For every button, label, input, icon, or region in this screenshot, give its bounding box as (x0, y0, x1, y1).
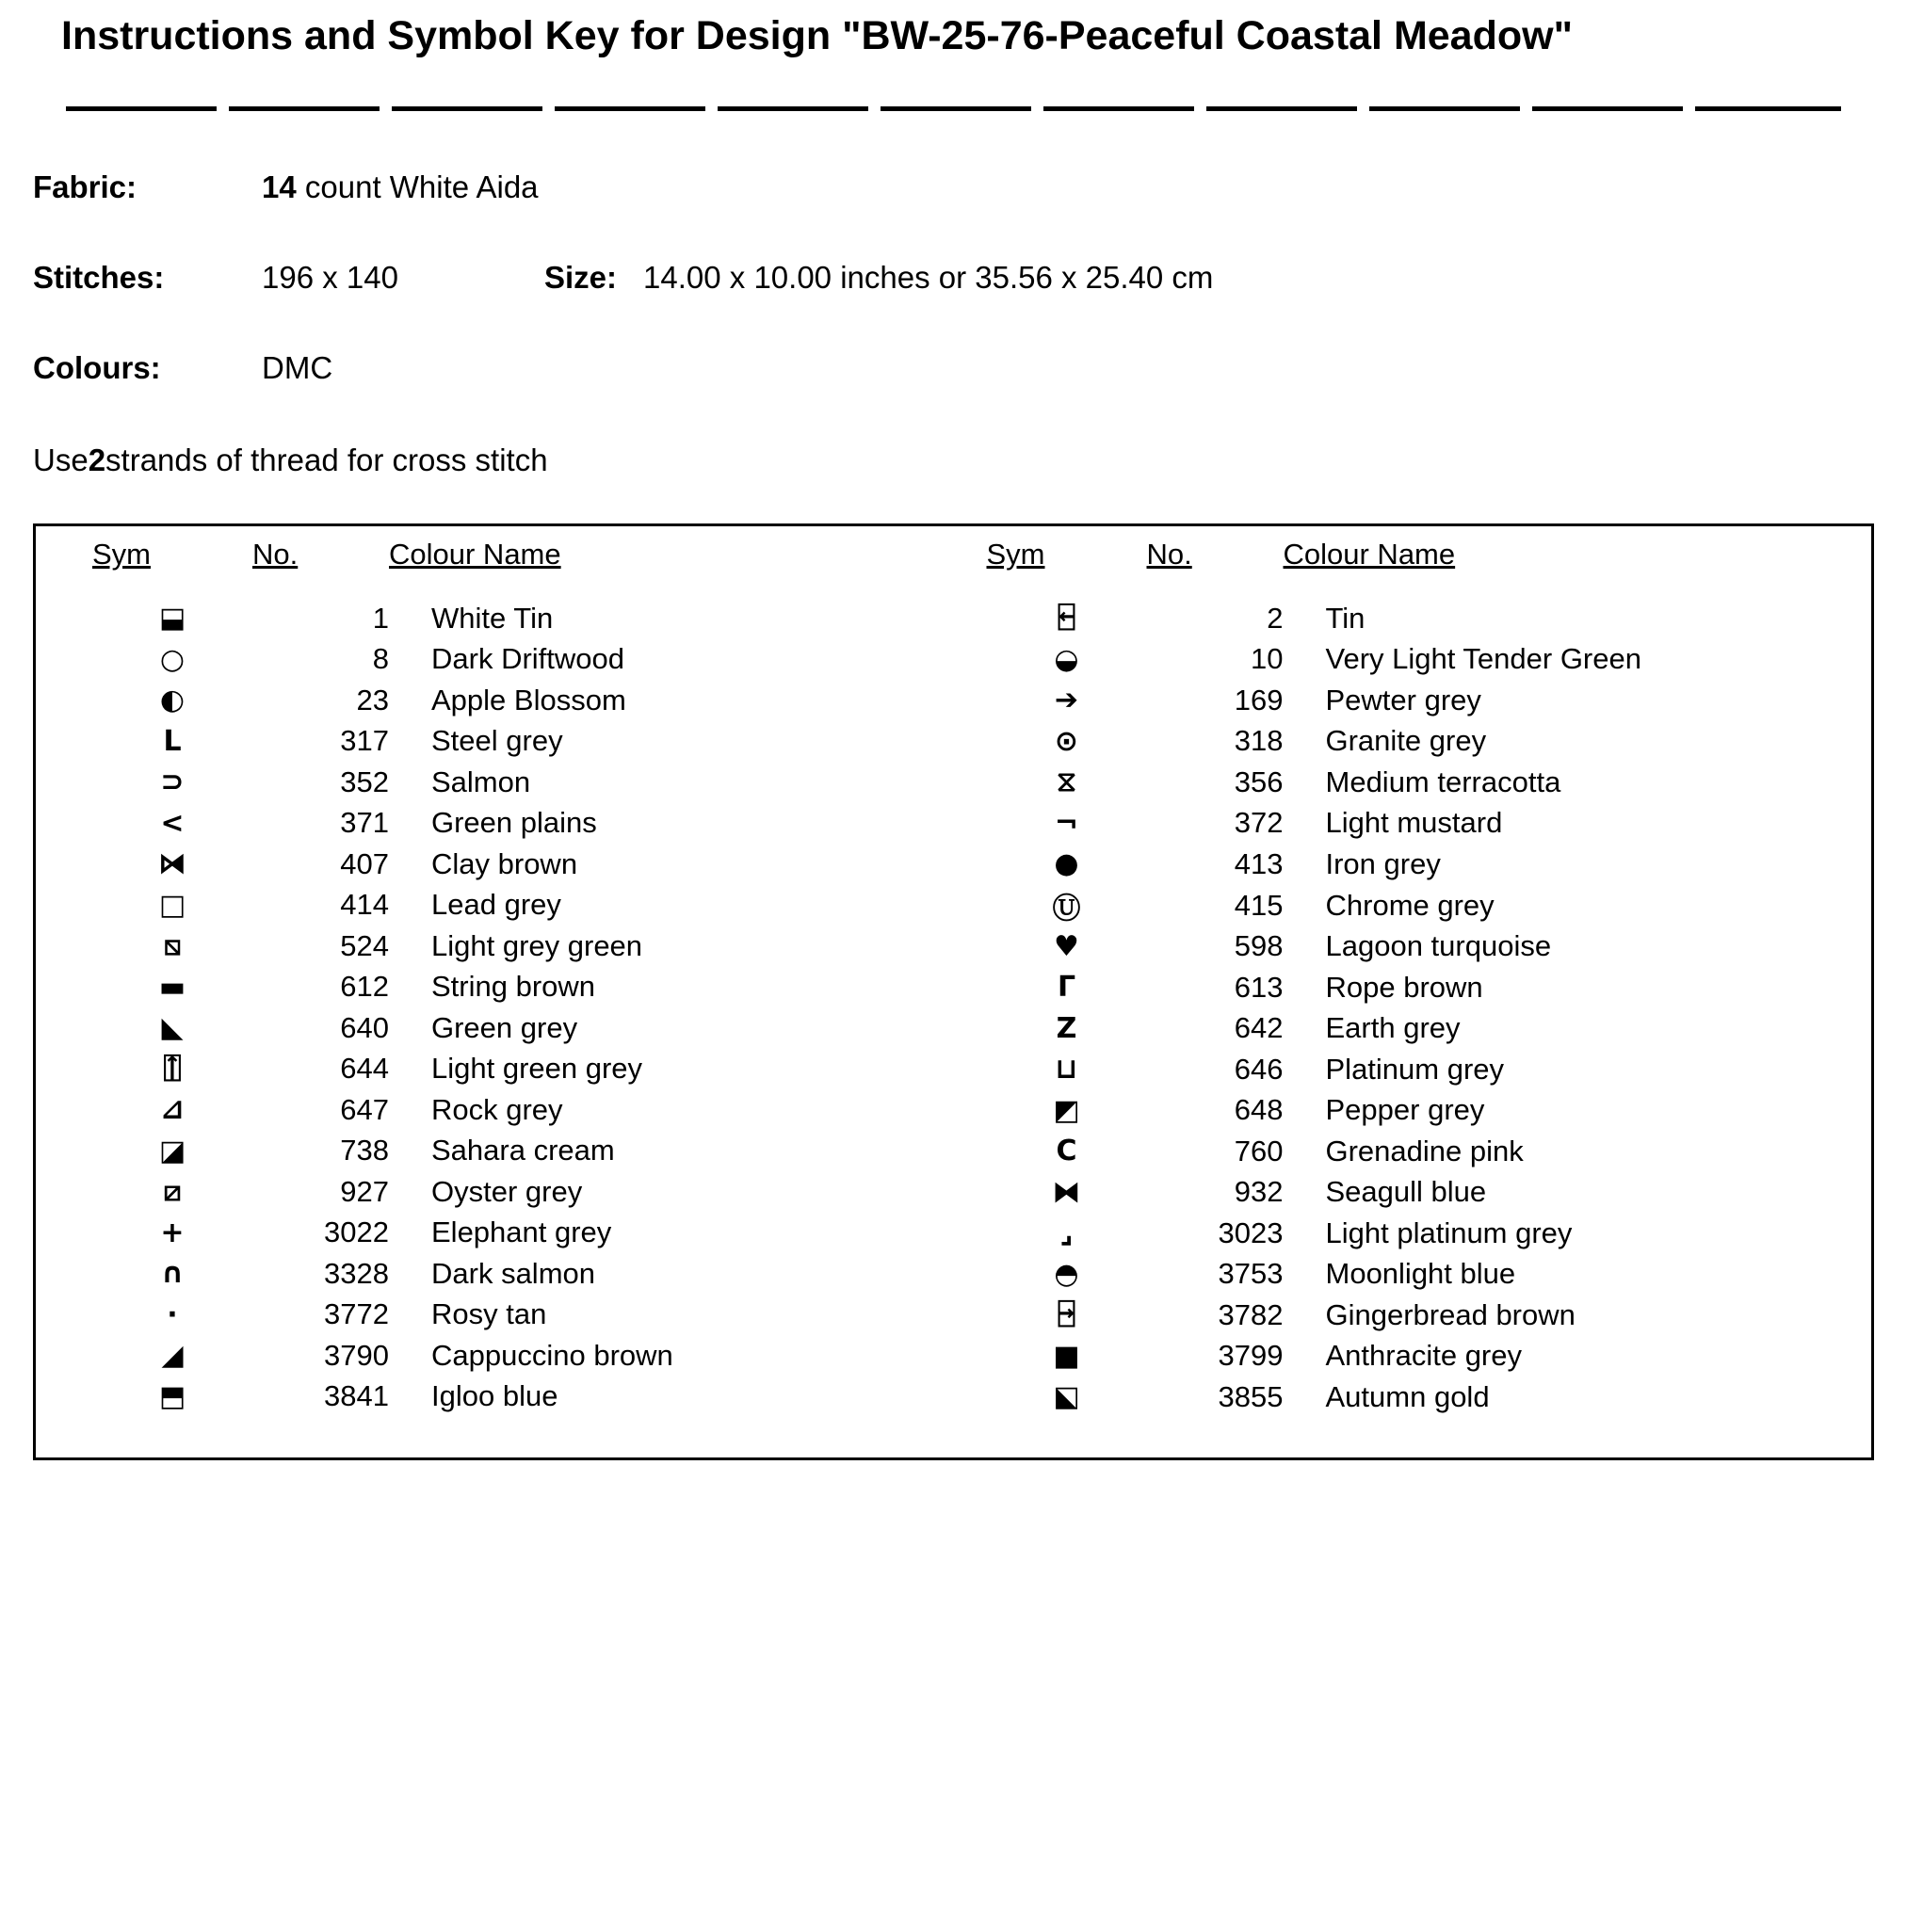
fabric-label: Fabric: (33, 169, 137, 204)
colour-name: Very Light Tender Green (1325, 642, 1641, 676)
colour-name: Rope brown (1325, 970, 1483, 1004)
colour-name: Salmon (431, 765, 531, 798)
colour-name: Light platinum grey (1325, 1216, 1573, 1249)
colour-number: 169 (1234, 683, 1284, 716)
symbol-row (987, 639, 1853, 681)
symbol-glyph: ¬ (1054, 806, 1079, 840)
symbol-row (92, 844, 959, 885)
colour-number: 3782 (1218, 1297, 1284, 1331)
symbol-row (987, 1008, 1853, 1050)
colour-name: White Tin (431, 601, 554, 635)
colour-name: Cappuccino brown (431, 1338, 673, 1372)
symbol-glyph: ⍈ (1058, 1298, 1075, 1332)
no-header: No. (1146, 538, 1192, 571)
symbol-row (92, 598, 959, 639)
symbol-glyph: ◩ (1053, 1093, 1080, 1127)
colour-name: Anthracite grey (1325, 1339, 1522, 1373)
stitches-label: Stitches: (33, 260, 165, 295)
colour-name: Platinum grey (1325, 1052, 1505, 1086)
symbol-glyph: ◒ (1054, 642, 1079, 676)
fabric-value (262, 169, 539, 205)
colour-number: 642 (1234, 1011, 1284, 1045)
colour-number: 317 (340, 724, 389, 758)
colour-number: 356 (1234, 765, 1284, 798)
symbol-row (92, 1335, 959, 1377)
colour-number: 371 (340, 806, 389, 840)
symbol-row (92, 1089, 959, 1131)
colour-name: Autumn gold (1325, 1379, 1490, 1413)
symbol-key-table (33, 523, 1874, 1460)
symbol-glyph: ⧓ (1052, 1175, 1081, 1209)
colour-name: Oyster grey (431, 1174, 583, 1208)
size-value: 14.00 x 10.00 inches or 35.56 x 25.40 cm (643, 260, 1214, 295)
symbol-glyph: ○ (159, 642, 186, 676)
colour-number: 414 (340, 888, 389, 922)
symbol-glyph: ⊙ (1054, 724, 1079, 758)
symbol-row (92, 639, 959, 681)
colour-number: 738 (340, 1134, 389, 1167)
colour-name: Medium terracotta (1325, 765, 1561, 798)
symbol-glyph: ➔ (1054, 684, 1079, 717)
colour-name: Rosy tan (431, 1297, 547, 1331)
sym-header: Sym (92, 538, 151, 571)
symbol-row (987, 680, 1853, 721)
colour-name: Chrome grey (1325, 888, 1495, 922)
symbol-row (92, 803, 959, 845)
symbol-row (987, 1090, 1853, 1132)
symbol-row (92, 1049, 959, 1090)
symbol-row (987, 762, 1853, 803)
symbol-row (92, 1007, 959, 1049)
colour-number: 318 (1234, 724, 1284, 758)
colour-number: 598 (1234, 929, 1284, 963)
fabric-text: count White Aida (296, 169, 539, 204)
symbol-row (987, 1172, 1853, 1214)
colour-number: 8 (372, 642, 389, 676)
strands-post: strands of thread for cross stitch (105, 443, 548, 477)
symbol-row (987, 1049, 1853, 1090)
name-header: Colour Name (389, 538, 561, 571)
strands-count: 2 (88, 443, 106, 477)
colour-name: Rock grey (431, 1092, 563, 1126)
symbol-glyph: L (163, 724, 182, 758)
colour-number: 372 (1234, 806, 1284, 840)
symbol-glyph: ♥ (1054, 929, 1079, 963)
symbol-key-left (92, 538, 959, 1417)
colour-name: Igloo blue (431, 1379, 558, 1413)
symbol-glyph: ● (1054, 847, 1079, 881)
colour-name: Light green grey (431, 1052, 643, 1086)
colour-number: 3855 (1218, 1379, 1284, 1413)
colour-number: 3790 (324, 1338, 389, 1372)
colour-name: Light mustard (1325, 806, 1503, 840)
colour-name: Clay brown (431, 846, 578, 880)
symbol-glyph: ◣ (161, 1011, 184, 1045)
symbol-row (92, 680, 959, 721)
size-label: Size: (544, 260, 618, 295)
colour-number: 3023 (1218, 1216, 1284, 1249)
symbol-glyph: ⊃ (160, 765, 185, 799)
colour-number: 648 (1234, 1093, 1284, 1127)
colour-number: 927 (340, 1174, 389, 1208)
colour-number: 413 (1234, 846, 1284, 880)
colour-name: Seagull blue (1325, 1175, 1487, 1209)
colour-name: Lagoon turquoise (1325, 929, 1552, 963)
colour-name: Pepper grey (1325, 1093, 1485, 1127)
symbol-row (92, 1213, 959, 1254)
page-title: Instructions and Symbol Key for Design "BW-25-76-Peaceful Coastal Meadow" (61, 13, 1573, 58)
symbol-glyph: ⍐ (163, 1052, 182, 1086)
symbol-row (987, 598, 1853, 639)
strands-note (33, 443, 1907, 478)
stitches-value: 196 x 140 (262, 260, 398, 295)
colour-number: 23 (356, 683, 389, 716)
colour-number: 524 (340, 928, 389, 962)
symbol-glyph: ⬕ (1053, 1380, 1080, 1414)
symbol-glyph: ⬓ (158, 602, 186, 636)
colour-number: 3841 (324, 1379, 389, 1413)
colour-number: 3022 (324, 1216, 389, 1249)
colour-name: Elephant grey (431, 1216, 612, 1249)
symbol-glyph: ⬒ (158, 1379, 186, 1413)
symbol-row (92, 1377, 959, 1418)
colour-number: 407 (340, 846, 389, 880)
symbol-glyph: ■ (1053, 1339, 1080, 1373)
symbol-glyph: Γ (1057, 971, 1076, 1005)
colour-number: 647 (340, 1092, 389, 1126)
symbol-row (987, 885, 1853, 926)
colour-number: 1 (372, 601, 389, 635)
colours-label: Colours: (33, 350, 161, 385)
colour-number: 613 (1234, 970, 1284, 1004)
symbol-row (987, 721, 1853, 763)
colour-name: Green plains (431, 806, 597, 840)
symbol-glyph: ◪ (158, 1134, 186, 1167)
symbol-glyph: ⌟ (1059, 1216, 1074, 1250)
symbol-row (987, 1377, 1853, 1418)
symbol-key-right (987, 538, 1853, 1418)
colour-name: Light grey green (431, 928, 643, 962)
symbol-row (92, 1295, 959, 1336)
fabric-count: 14 (262, 169, 297, 204)
symbol-row (92, 926, 959, 967)
symbol-glyph: ◢ (161, 1339, 184, 1373)
colour-number: 352 (340, 765, 389, 798)
no-header: No. (252, 538, 299, 571)
colour-number: 760 (1234, 1134, 1284, 1167)
sym-header: Sym (986, 538, 1045, 571)
colour-name: Tin (1325, 601, 1366, 635)
colour-number: 612 (340, 970, 389, 1004)
symbol-row (987, 1213, 1853, 1254)
symbol-glyph: ◐ (159, 684, 186, 717)
symbol-glyph: Z (1056, 1011, 1077, 1045)
symbol-row (92, 885, 959, 926)
symbol-row (92, 1131, 959, 1172)
symbol-row (92, 967, 959, 1008)
symbol-glyph: ⊿ (160, 1093, 185, 1127)
fabric-row (33, 169, 1907, 205)
colour-number: 2 (1267, 601, 1284, 635)
colour-name: Moonlight blue (1325, 1257, 1516, 1291)
colour-number: 3753 (1218, 1257, 1284, 1291)
symbol-row (987, 1336, 1853, 1377)
colours-value: DMC (262, 350, 333, 385)
colour-number: 646 (1234, 1052, 1284, 1086)
symbol-glyph: ⍇ (1058, 602, 1075, 636)
symbol-row (92, 762, 959, 803)
colour-name: Lead grey (431, 888, 561, 922)
colour-name: Earth grey (1325, 1011, 1461, 1045)
symbol-row (987, 1295, 1853, 1336)
symbol-glyph: ⊔ (1055, 1053, 1078, 1087)
colour-name: Apple Blossom (431, 683, 626, 716)
symbol-glyph: ⧄ (163, 1175, 182, 1209)
symbol-row (987, 967, 1853, 1008)
symbol-glyph: □ (158, 888, 186, 922)
colour-number: 932 (1234, 1175, 1284, 1209)
colour-name: Gingerbread brown (1325, 1297, 1576, 1331)
symbol-glyph: · (167, 1297, 178, 1331)
colour-number: 415 (1234, 888, 1284, 922)
colour-name: Green grey (431, 1010, 578, 1044)
symbol-glyph: ⧅ (163, 929, 182, 963)
colour-name: Sahara cream (431, 1134, 615, 1167)
symbol-row (987, 844, 1853, 885)
symbol-glyph: C (1056, 1135, 1077, 1168)
symbol-row (92, 721, 959, 763)
symbol-glyph: < (160, 806, 185, 840)
symbol-glyph: ⧖ (1056, 765, 1077, 799)
colour-name: Dark salmon (431, 1256, 595, 1290)
symbol-row (92, 1171, 959, 1213)
colour-number: 644 (340, 1052, 389, 1086)
colour-number: 10 (1251, 642, 1284, 676)
colour-name: Iron grey (1325, 846, 1441, 880)
horizontal-divider (66, 106, 1841, 111)
colour-name: String brown (431, 970, 596, 1004)
symbol-glyph: + (160, 1216, 185, 1249)
header-row (92, 538, 959, 598)
colour-number: 3799 (1218, 1339, 1284, 1373)
symbol-glyph: ∩ (160, 1257, 185, 1291)
symbol-row (987, 926, 1853, 968)
symbol-glyph: ◓ (1054, 1257, 1079, 1291)
symbol-row (987, 1131, 1853, 1172)
symbol-row (987, 803, 1853, 845)
name-header: Colour Name (1283, 538, 1456, 571)
symbol-glyph: ▬ (158, 970, 186, 1004)
strands-pre: Use (33, 443, 89, 477)
colour-name: Grenadine pink (1325, 1134, 1524, 1167)
colour-name: Dark Driftwood (431, 642, 624, 676)
colour-number: 3772 (324, 1297, 389, 1331)
symbol-glyph: ⧒ (158, 847, 186, 881)
colour-name: Granite grey (1325, 724, 1487, 758)
symbol-row (92, 1253, 959, 1295)
colour-name: Steel grey (431, 724, 563, 758)
header-row (987, 538, 1853, 598)
colours-row (33, 350, 1907, 386)
stitches-row (33, 260, 1907, 296)
colour-name: Pewter grey (1325, 683, 1481, 716)
symbol-row (987, 1254, 1853, 1296)
symbol-glyph: Ⓤ (1052, 892, 1081, 926)
colour-number: 3328 (324, 1256, 389, 1290)
colour-number: 640 (340, 1010, 389, 1044)
